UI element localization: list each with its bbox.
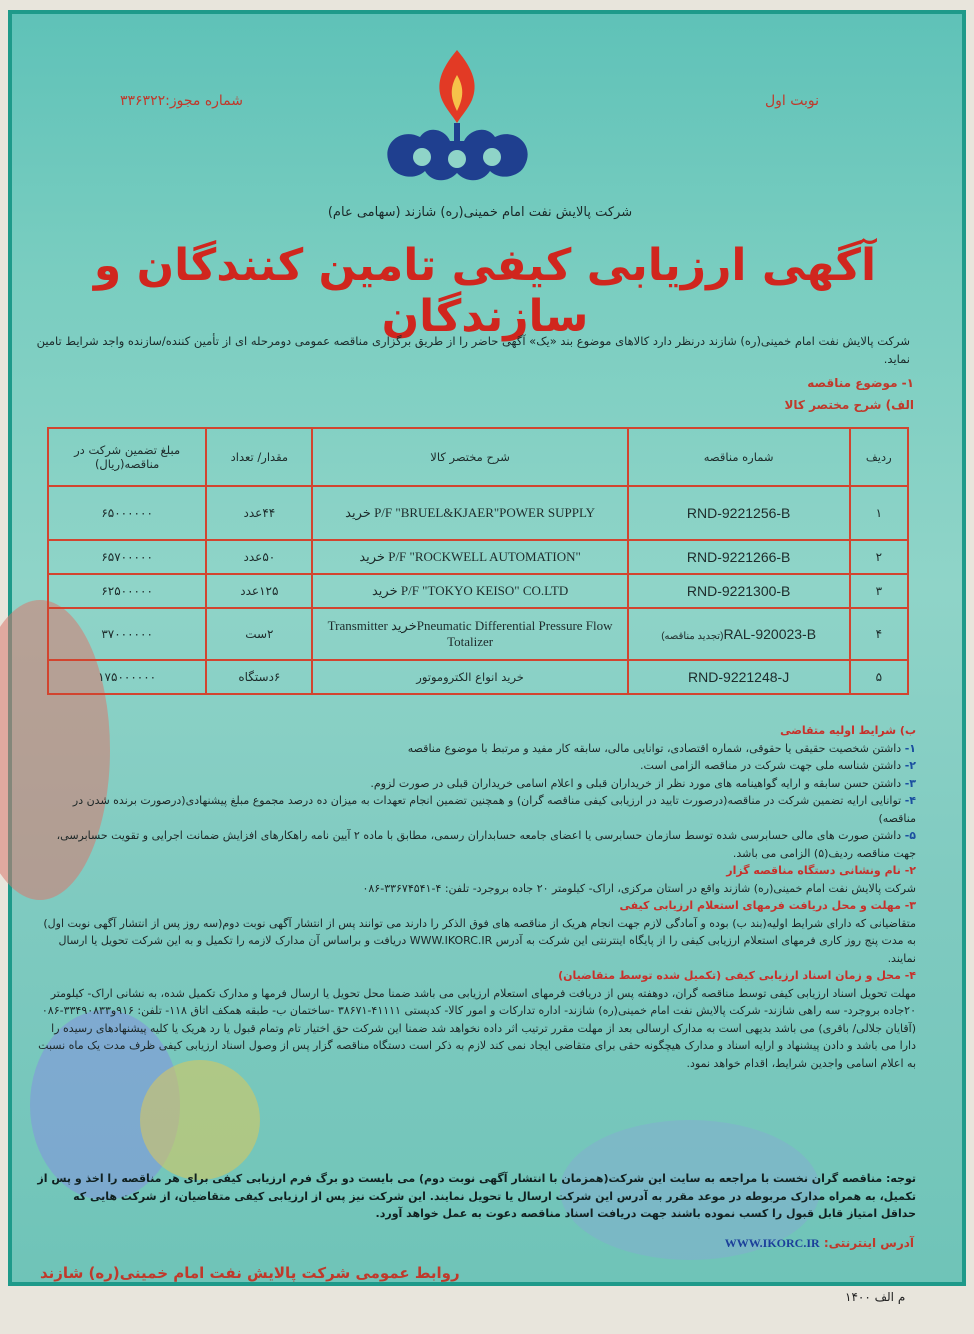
notice-round: نوبت اول bbox=[765, 93, 820, 109]
cell-number-note: (تجدید مناقصه) bbox=[661, 631, 724, 642]
cell-description: Pneumatic Differential Pressure Flowخرید Transmitter Totalizer bbox=[312, 608, 627, 660]
condition-number: ۵- bbox=[904, 829, 916, 842]
decor-shape bbox=[140, 1060, 260, 1180]
condition-number: ۲- bbox=[904, 759, 916, 772]
cell-number: RND-9221300-B bbox=[628, 574, 850, 608]
condition-text: توانایی ارایه تضمین شرکت در مناقصه(درصورت تایید در ارزیابی کیفی مناقصه گران) و همچنین تضمین انجام تعهدات به میزان ده درصد مجموع مبلغ پیشنهادی(درصورت برنده شدن در مناقصه) bbox=[72, 794, 916, 825]
cell-quantity: ۴۴عدد bbox=[206, 486, 312, 540]
condition-item bbox=[36, 740, 916, 758]
internet-link[interactable]: WWW.IKORC.IR bbox=[724, 1236, 820, 1250]
cell-description: خرید انواع الکتروموتور bbox=[312, 660, 627, 694]
cell-radif: ۱ bbox=[850, 486, 908, 540]
conditions-heading: ب) شرایط اولیه متقاضی bbox=[780, 724, 916, 737]
cell-guarantee: ۶۵۰۰۰۰۰۰ bbox=[48, 486, 206, 540]
table-row bbox=[48, 540, 908, 574]
intro-paragraph: شرکت پالایش نفت امام خمینی(ره) شازند درنظر دارد کالاهای موضوع بند «یک» آگهی حاضر را از طریق برگزاری مناقصه عمومی دومرحله ای از تأمین کننده/سازنده واجد شرایط تامین نماید. bbox=[36, 334, 910, 366]
cell-number-value: RAL-920023-B bbox=[723, 626, 817, 642]
table-row bbox=[48, 486, 908, 540]
table-header-row bbox=[48, 428, 908, 486]
cell-radif: ۴ bbox=[850, 608, 908, 660]
condition-number: ۴- bbox=[904, 794, 916, 807]
cell-description: P/F "TOKYO KEISO" CO.LTD خرید bbox=[312, 574, 627, 608]
internet-label: آدرس اینترنتی: bbox=[823, 1236, 914, 1250]
company-name: شرکت پالایش نفت امام خمینی(ره) شازند (سهامی عام) bbox=[327, 205, 633, 220]
table-row bbox=[48, 608, 908, 660]
cell-quantity: ۶دستگاه bbox=[206, 660, 312, 694]
items-table bbox=[47, 427, 909, 695]
section-subheading: الف) شرح مختصر کالا bbox=[784, 398, 914, 412]
cell-description: P/F "BRUEL&KJAER"POWER SUPPLY خرید bbox=[312, 486, 627, 540]
cell-guarantee: ۳۷۰۰۰۰۰۰ bbox=[48, 608, 206, 660]
conditions-block bbox=[36, 722, 916, 1072]
col-header-number: شماره مناقصه bbox=[628, 428, 850, 486]
section-3-heading: ۳- مهلت و محل دریافت فرمهای استعلام ارزیابی کیفی bbox=[619, 899, 916, 912]
permit-number: شماره مجوز:۳۳۶۳۲۲ bbox=[120, 93, 244, 109]
col-header-guarantee: مبلغ تضمین شرکت در مناقصه(ریال) bbox=[48, 428, 206, 486]
condition-number: ۱- bbox=[904, 741, 916, 755]
condition-text: داشتن صورت های مالی حسابرسی شده توسط سازمان حسابرسی یا اعضای جامعه حسابداران رسمی، مطابق با ماده ۲ آیین نامه راهکارهای افزایش ضمانت اجرایی و تقویت حسابرسی، جهت مناقصه ردیف(۵) الزامی می باشد. bbox=[56, 829, 916, 860]
section-3-text: متقاضیانی که دارای شرایط اولیه(بند ب) بوده و آمادگی لازم جهت انجام هریک از مناقصه های فوق الذکر را دارند می توانند پس از انتشار آگهی نوبت دوم(سه روز پس از انتشار آگهی نوبت اول) به مدت پنج روز کاری فرمهای استعلام ارزیابی کیفی را از پایگاه اینترنتی این شرکت به آدرس WWW.IKORC.IR دریافت و براساس آن مدارک لازمه را تکمیل و به این شرکت تحویل یا ارسال نمایند. bbox=[43, 916, 916, 965]
col-header-radif: ردیف bbox=[850, 428, 908, 486]
cell-radif: ۳ bbox=[850, 574, 908, 608]
condition-item bbox=[36, 775, 916, 793]
table-row bbox=[48, 660, 908, 694]
condition-item bbox=[36, 827, 916, 862]
cell-guarantee: ۶۲۵۰۰۰۰۰ bbox=[48, 574, 206, 608]
company-logo-icon bbox=[370, 45, 545, 195]
cell-radif: ۵ bbox=[850, 660, 908, 694]
col-header-description: شرح مختصر کالا bbox=[312, 428, 627, 486]
cell-guarantee: ۱۷۵۰۰۰۰۰۰ bbox=[48, 660, 206, 694]
section-2-heading: ۲- نام ونشانی دستگاه مناقصه گزار bbox=[726, 864, 916, 877]
public-relations-signature: روابط عمومی شرکت پالایش نفت امام خمینی(ره) شازند bbox=[40, 1264, 460, 1282]
cell-number: RND-9221248-J bbox=[628, 660, 850, 694]
cell-quantity: ۲ست bbox=[206, 608, 312, 660]
cell-number: RND-9221266-B bbox=[628, 540, 850, 574]
internet-address bbox=[725, 1236, 914, 1251]
cell-number bbox=[628, 608, 850, 660]
cell-guarantee: ۶۵۷۰۰۰۰۰ bbox=[48, 540, 206, 574]
condition-text: داشتن شخصیت حقیقی یا حقوقی، شماره اقتصادی، توانایی مالی، سابقه کار مفید و مرتبط با موضوع مناقصه bbox=[407, 741, 902, 755]
cell-description: "P/F "ROCKWELL AUTOMATION خرید bbox=[312, 540, 627, 574]
section-4-text: مهلت تحویل اسناد ارزیابی کیفی توسط مناقصه گران، دوهفته پس از دریافت فرمهای استعلام ارزیابی می باشد ضمنا محل تحویل یا ارسال فرمها و مدارک تکمیل شده، به نشانی اراک- کیلومتر ۲۰جاده بروجرد- سه راهی شازند- شرکت پالایش نفت امام خمینی(ره) شازند- اداره تدارکات و امور کالا- کدپستی ۴۱۱۱۱-۳۸۶۷۱ -ساختمان ب- طبقه همکف اتاق ۱۱۸- تلفن: ۹۱۶و۳۳۴۹۰۸۳۳-۰۸۶ (آقایان جلالی/ باقری) می باشد بدیهی است به مدارک ارسالی بعد از مهلت مقرر ترتیب اثر داده نخواهد شد ضمنا این شرکت حق اختیار تام وتمام قبول یا رد هریک یا کلیه پیشنهادهای رسیده را دارا می باشد و دادن پیشنهاد و ارایه اسناد و مدارک هیچگونه حقی برای متقاضی ایجاد نمی کند لازم به ذکر است دستگاه مناقصه گزار پس از وصول اسناد ارزیابی کیفی ظرف مدت یک ماه نسبت به اعلام اسامی واجدین شرایط، اقدام خواهد نمود. bbox=[38, 986, 916, 1070]
section-2-text: شرکت پالایش نفت امام خمینی(ره) شازند واقع در استان مرکزی، اراک- کیلومتر ۲۰ جاده بروجرد- تلفن: ۴-۳۳۶۷۴۵۴۱-۰۸۶ bbox=[362, 881, 916, 895]
table-row bbox=[48, 574, 908, 608]
notice-paragraph: توجه: مناقصه گران نخست با مراجعه به سایت این شرکت(همزمان با انتشار آگهی نوبت دوم) می بایست دو برگ فرم ارزیابی کیفی برای هر مناقصه را اخذ و پس از تکمیل، به همراه مدارک مربوطه در موعد مقرر به آدرس این شرکت ارسال یا تحویل نمایند. این شرکت نیز پس از ارزیابی کیفی متقاضیان، از شرکت هایی که حداقل امتیاز قابل قبول را کسب نموده باشند جهت دریافت اسناد مناقصه دعوت به عمل خواهد آورد. bbox=[37, 1172, 916, 1220]
ad-code: م الف ۱۴۰۰ bbox=[845, 1290, 906, 1304]
condition-text: داشتن شناسه ملی جهت شرکت در مناقصه الزامی است. bbox=[640, 759, 902, 772]
page-title: آگهی ارزیابی کیفی تامین کنندگان و سازندگان bbox=[93, 240, 877, 342]
section-heading: ۱- موضوع مناقصه bbox=[807, 376, 914, 390]
section-4-heading: ۴- محل و زمان اسناد ارزیابی کیفی (تکمیل شده توسط متقاضیان) bbox=[558, 969, 916, 982]
cell-number: RND-9221256-B bbox=[628, 486, 850, 540]
col-header-quantity: مقدار/ تعداد bbox=[206, 428, 312, 486]
condition-number: ۳- bbox=[904, 776, 916, 790]
cell-quantity: ۱۲۵عدد bbox=[206, 574, 312, 608]
condition-item bbox=[36, 792, 916, 827]
condition-text: داشتن حسن سابقه و ارایه گواهینامه های مورد نظر از خریداران قبلی و اعلام اسامی خریداران قبلی در صورت لزوم. bbox=[370, 776, 902, 790]
cell-quantity: ۵۰عدد bbox=[206, 540, 312, 574]
cell-radif: ۲ bbox=[850, 540, 908, 574]
condition-item bbox=[36, 757, 916, 775]
